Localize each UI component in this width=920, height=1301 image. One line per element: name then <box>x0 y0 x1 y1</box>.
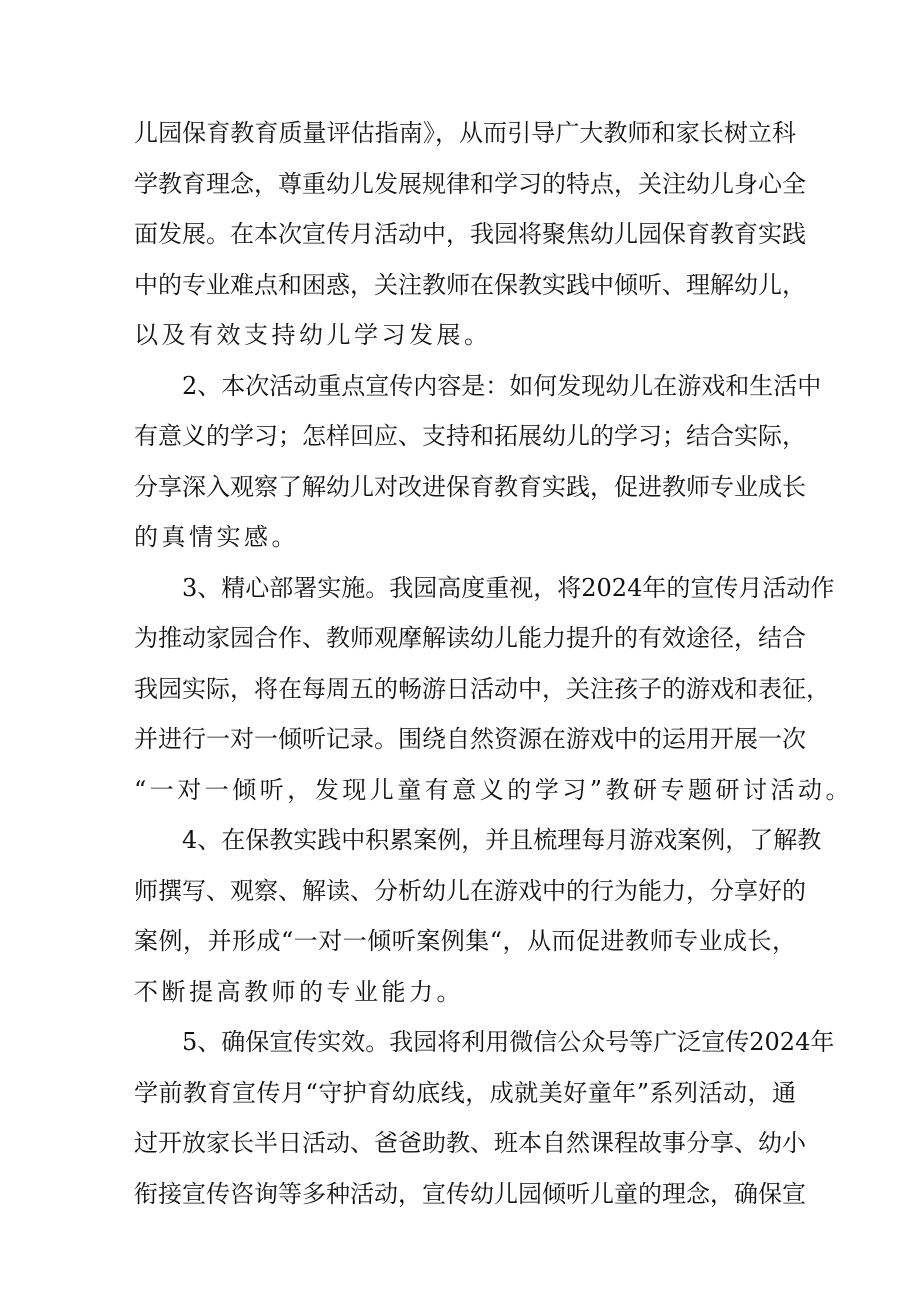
text-line: 分享深入观察了解幼儿对改进保育教育实践，促进教师专业成长 <box>134 472 806 501</box>
text-line: 不断提高教师的专业能力。 <box>134 977 464 1006</box>
text-line: 4、在保教实践中积累案例，并且梳理每月游戏案例，了解教 <box>182 826 822 854</box>
text-line: 为推动家园合作、教师观摩解读幼儿能力提升的有效途径，结合 <box>134 624 806 652</box>
text-line: 儿园保育教育质量评估指南》，从而引导广大教师和家长树立科 <box>134 119 796 147</box>
text-line: “一对一倾听，发现儿童有意义的学习”教研专题研讨活动。 <box>134 775 854 804</box>
text-line: 学教育理念，尊重幼儿发展规律和学习的特点，关注幼儿身心全 <box>134 169 806 198</box>
text-line: 2、本次活动重点宣传内容是：如何发现幼儿在游戏和生活中 <box>182 371 822 400</box>
text-line: 3、精心部署实施。我园高度重视，将2024年的宣传月活动作 <box>182 573 835 602</box>
text-line: 我园实际，将在每周五的畅游日活动中，关注孩子的游戏和表征， <box>134 674 830 703</box>
text-line: 中的专业难点和困惑，关注教师在保教实践中倾听、理解幼儿， <box>134 270 806 299</box>
text-line: 有意义的学习；怎样回应、支持和拓展幼儿的学习；结合实际， <box>134 422 806 450</box>
text-line: 师撰写、观察、解读、分析幼儿在游戏中的行为能力，分享好的 <box>134 876 806 905</box>
text-line: 面发展。在本次宣传月活动中，我园将聚焦幼儿园保育教育实践 <box>134 220 806 248</box>
paragraph-2 <box>134 361 822 563</box>
paragraph-5 <box>134 1017 835 1219</box>
document-body <box>134 108 854 1219</box>
text-line: 过开放家长半日活动、爸爸助教、班本自然课程故事分享、幼小 <box>134 1129 806 1157</box>
text-line: 的真情实感。 <box>134 523 299 551</box>
text-line: 以及有效支持幼儿学习发展。 <box>134 321 492 349</box>
text-line: 学前教育宣传月“守护育幼底线，成就美好童年”系列活动，通 <box>134 1078 796 1107</box>
text-line: 5、确保宣传实效。我园将利用微信公众号等广泛宣传2024年 <box>182 1028 835 1056</box>
paragraph-1 <box>134 108 806 361</box>
paragraph-4 <box>134 815 822 1017</box>
text-line: 并进行一对一倾听记录。围绕自然资源在游戏中的运用开展一次 <box>134 725 806 753</box>
paragraph-3 <box>134 563 854 816</box>
text-line: 案例，并形成“一对一倾听案例集“，从而促进教师专业成长， <box>134 927 796 955</box>
text-line: 衔接宣传咨询等多种活动，宣传幼儿园倾听儿童的理念，确保宣 <box>134 1179 806 1208</box>
